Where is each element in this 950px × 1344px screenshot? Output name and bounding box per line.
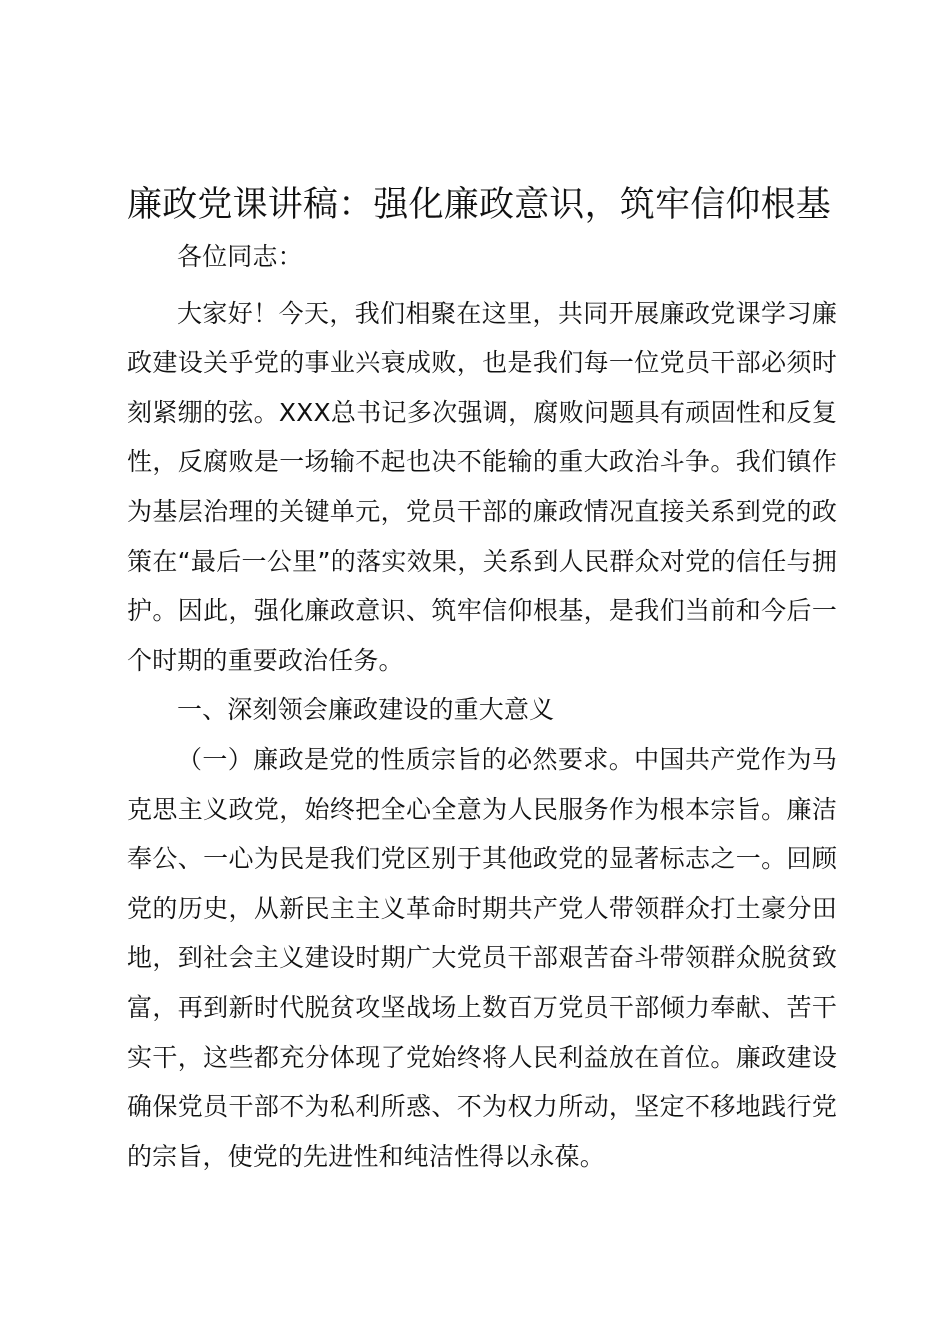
paragraph-1-1: （一）廉政是党的性质宗旨的必然要求。中国共产党作为马克思主义政党，始终把全心全意为人民服务作为根本宗旨。廉洁奉公、一心为民是我们党区别于其他政党的显著标志之一。回顾党的历史，从新民主主义革命时期共产党人带领群众打土豪分田地，到社会主义建设时期广大党员干部艰苦奋斗带领群众脱贫致富，再到新时代脱贫攻坚战场上数百万党员干部倾力奉献、苦干实干，这些都充分体现了党始终将人民利益放在首位。廉政建设确保党员干部不为私利所惑、不为权力所动，坚定不移地践行党的宗旨，使党的先进性和纯洁性得以永葆。: [127, 744, 837, 1171]
document-body: [127, 232, 837, 1181]
document-title: 廉政党课讲稿：强化廉政意识，筑牢信仰根基: [127, 185, 832, 225]
paragraph-intro: 大家好！今天，我们相聚在这里，共同开展廉政党课学习廉政建设关乎党的事业兴衰成败，也是我们每一位党员干部必须时刻紧绷的弦。XXX总书记多次强调，腐败问题具有顽固性和反复性，反腐败是一场输不起也决不能输的重大政治斗争。我们镇作为基层治理的关键单元，党员干部的廉政情况直接关系到党的政策在“最后一公里”的落实效果，关系到人民群众对党的信任与拥护。因此，强化廉政意识、筑牢信仰根基，是我们当前和今后一个时期的重要政治任务。: [127, 298, 837, 675]
section-heading-1: 一、深刻领会廉政建设的重大意义: [177, 695, 555, 725]
salutation: 各位同志：: [177, 242, 303, 271]
